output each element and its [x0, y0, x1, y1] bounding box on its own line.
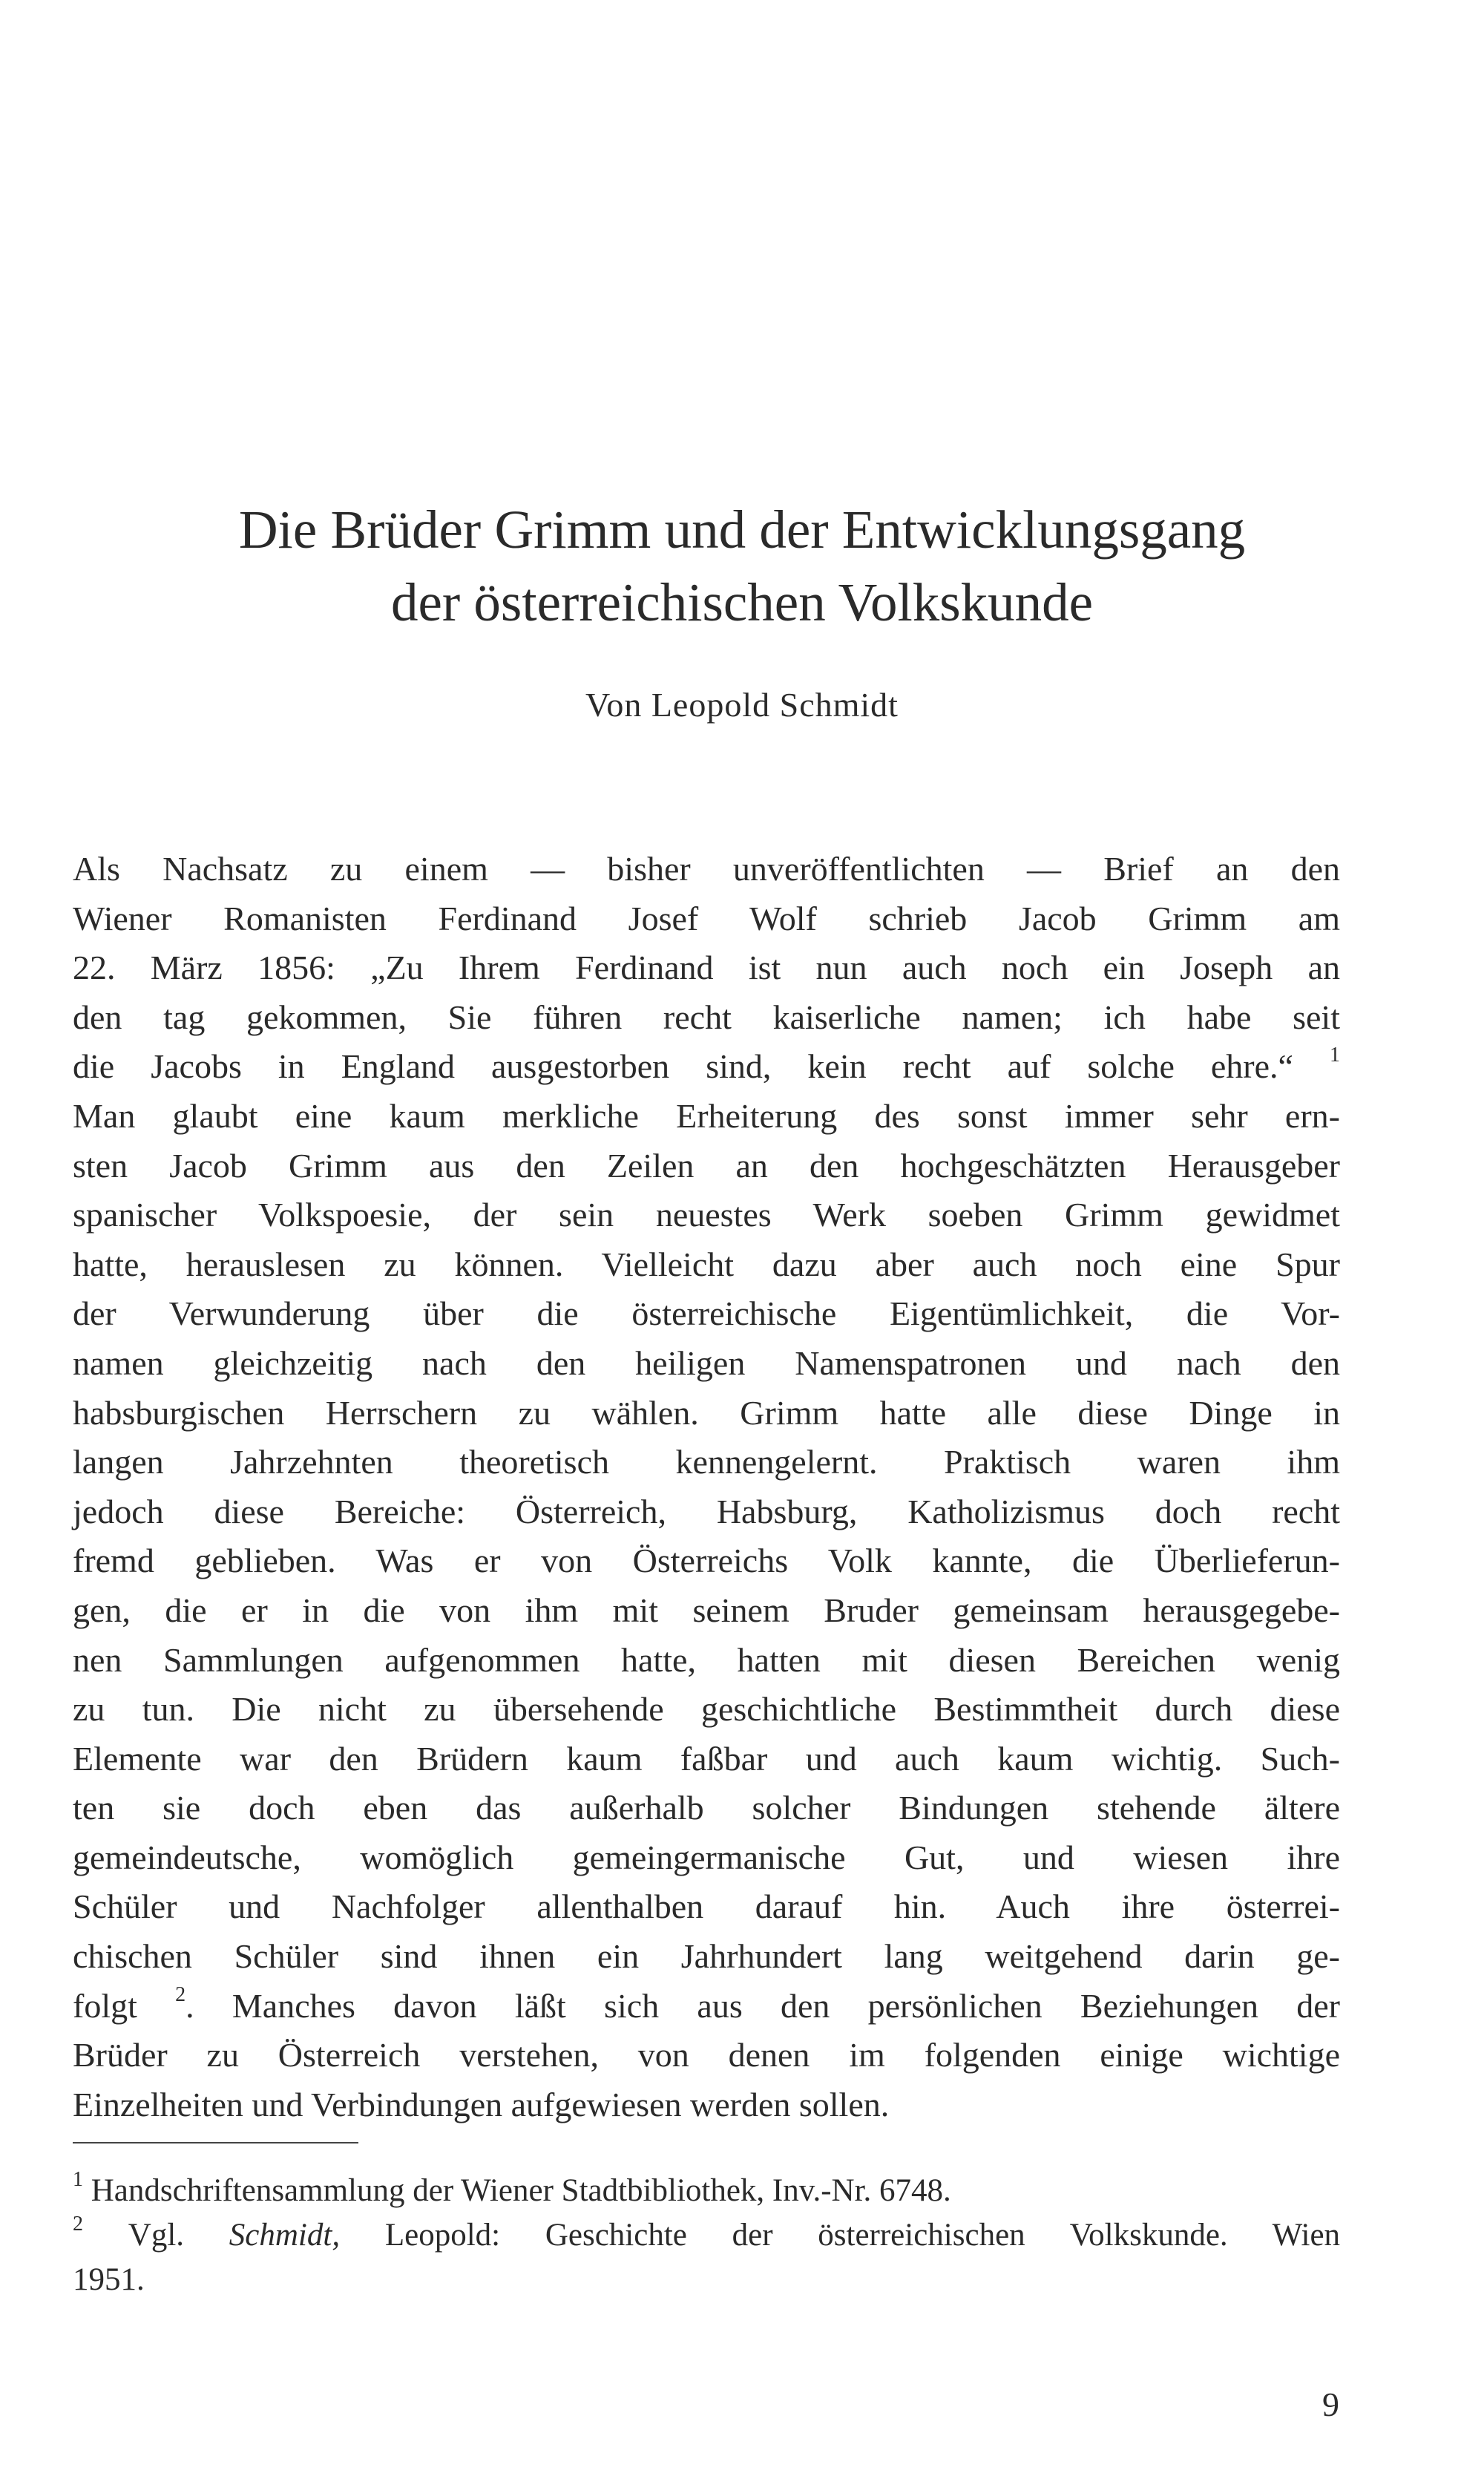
body-line: den tag gekommen, Sie führen recht kaiserliche namen; ich habe seit	[73, 998, 1340, 1036]
body-line: habsburgischen Herrschern zu wählen. Grimm hatte alle diese Dinge in	[73, 1393, 1340, 1432]
body-line: sten Jacob Grimm aus den Zeilen an den hochgeschätzten Herausgeber	[73, 1146, 1340, 1185]
footnote-number: 2	[73, 2213, 83, 2236]
body-line: gen, die er in die von ihm mit seinem Bruder gemeinsam herausgegebe-	[73, 1591, 1340, 1629]
footnote-1	[73, 2169, 1340, 2213]
body-line: Schüler und Nachfolger allenthalben darauf hin. Auch ihre österrei-	[73, 1887, 1340, 1926]
footnote-number: 1	[73, 2168, 83, 2191]
body-line: Wiener Romanisten Ferdinand Josef Wolf schrieb Jacob Grimm am	[73, 899, 1340, 937]
footnotes	[73, 2169, 1340, 2302]
body-line: fremd geblieben. Was er von Österreichs Volk kannte, die Überlieferun-	[73, 1542, 1340, 1580]
body-line: Elemente war den Brüdern kaum faßbar und auch kaum wichtig. Such-	[73, 1739, 1340, 1778]
footnote-2	[73, 2213, 1340, 2258]
body-line: namen gleichzeitig nach den heiligen Namenspatronen und nach den	[73, 1343, 1340, 1382]
body-line: Brüder zu Österreich verstehen, von denen im folgenden einige wichtige	[73, 2036, 1340, 2074]
body-line: langen Jahrzehnten theoretisch kennengelernt. Praktisch waren ihm	[73, 1443, 1340, 1481]
body-line-text: die Jacobs in England ausgestorben sind, kein recht auf solche ehre.“	[73, 1047, 1293, 1086]
footnote-author: Schmidt,	[229, 2218, 341, 2253]
body-paragraph	[73, 845, 1340, 2129]
body-line: chischen Schüler sind ihnen ein Jahrhundert lang weitgehend darin ge-	[73, 1937, 1340, 1976]
body-line: gemeindeutsche, womöglich gemeingermanische Gut, und wiesen ihre	[73, 1838, 1340, 1876]
body-line: nen Sammlungen aufgenommen hatte, hatten mit diesen Bereichen wenig	[73, 1640, 1340, 1679]
body-line: Man glaubt eine kaum merkliche Erheiterung des sonst immer sehr ern-	[73, 1096, 1340, 1135]
body-line: hatte, herauslesen zu können. Vielleicht dazu aber auch noch eine Spur	[73, 1245, 1340, 1283]
body-line: der Verwunderung über die österreichische Eigentümlichkeit, die Vor-	[73, 1294, 1340, 1333]
author-byline: Von Leopold Schmidt	[585, 686, 899, 724]
body-line-text: . Manches davon läßt sich aus den persönlichen Beziehungen der	[186, 1986, 1340, 2025]
body-line: spanischer Volkspoesie, der sein neuestes Werk soeben Grimm gewidmet	[73, 1196, 1340, 1234]
body-line: Als Nachsatz zu einem — bisher unveröffentlichten — Brief an den	[73, 850, 1340, 888]
title-line-2: der österreichischen Volkskunde	[390, 572, 1094, 632]
footnote-ref-2: 2	[175, 1982, 186, 2006]
page-number: 9	[1322, 2385, 1339, 2423]
body-line: jedoch diese Bereiche: Österreich, Habsburg, Katholizismus doch recht	[73, 1492, 1340, 1530]
footnote-divider	[73, 2142, 358, 2143]
footnote-ref-1: 1	[1330, 1044, 1340, 1067]
body-line: ten sie doch eben das außerhalb solcher Bindungen stehende ältere	[73, 1789, 1340, 1827]
body-line: Einzelheiten und Verbindungen aufgewiesen werden sollen.	[73, 2085, 890, 2123]
body-line	[73, 1982, 1340, 2031]
footnote-prefix: Vgl.	[128, 2218, 185, 2253]
body-line-text: folgt	[73, 1986, 137, 2025]
article-title	[0, 494, 1484, 639]
body-line: zu tun. Die nicht zu übersehende geschichtliche Bestimmtheit durch diese	[73, 1690, 1340, 1729]
title-line-1: Die Brüder Grimm und der Entwicklungsgang	[238, 500, 1246, 560]
footnote-text: Handschriftensammlung der Wiener Stadtbibliothek, Inv.-Nr. 6748.	[91, 2173, 951, 2208]
body-line	[73, 1042, 1340, 1092]
body-line: 22. März 1856: „Zu Ihrem Ferdinand ist nun auch noch ein Joseph an	[73, 949, 1340, 987]
footnote-2-continuation: 1951.	[73, 2262, 145, 2297]
footnote-text: Leopold: Geschichte der österreichischen Volkskunde. Wien	[384, 2218, 1341, 2253]
